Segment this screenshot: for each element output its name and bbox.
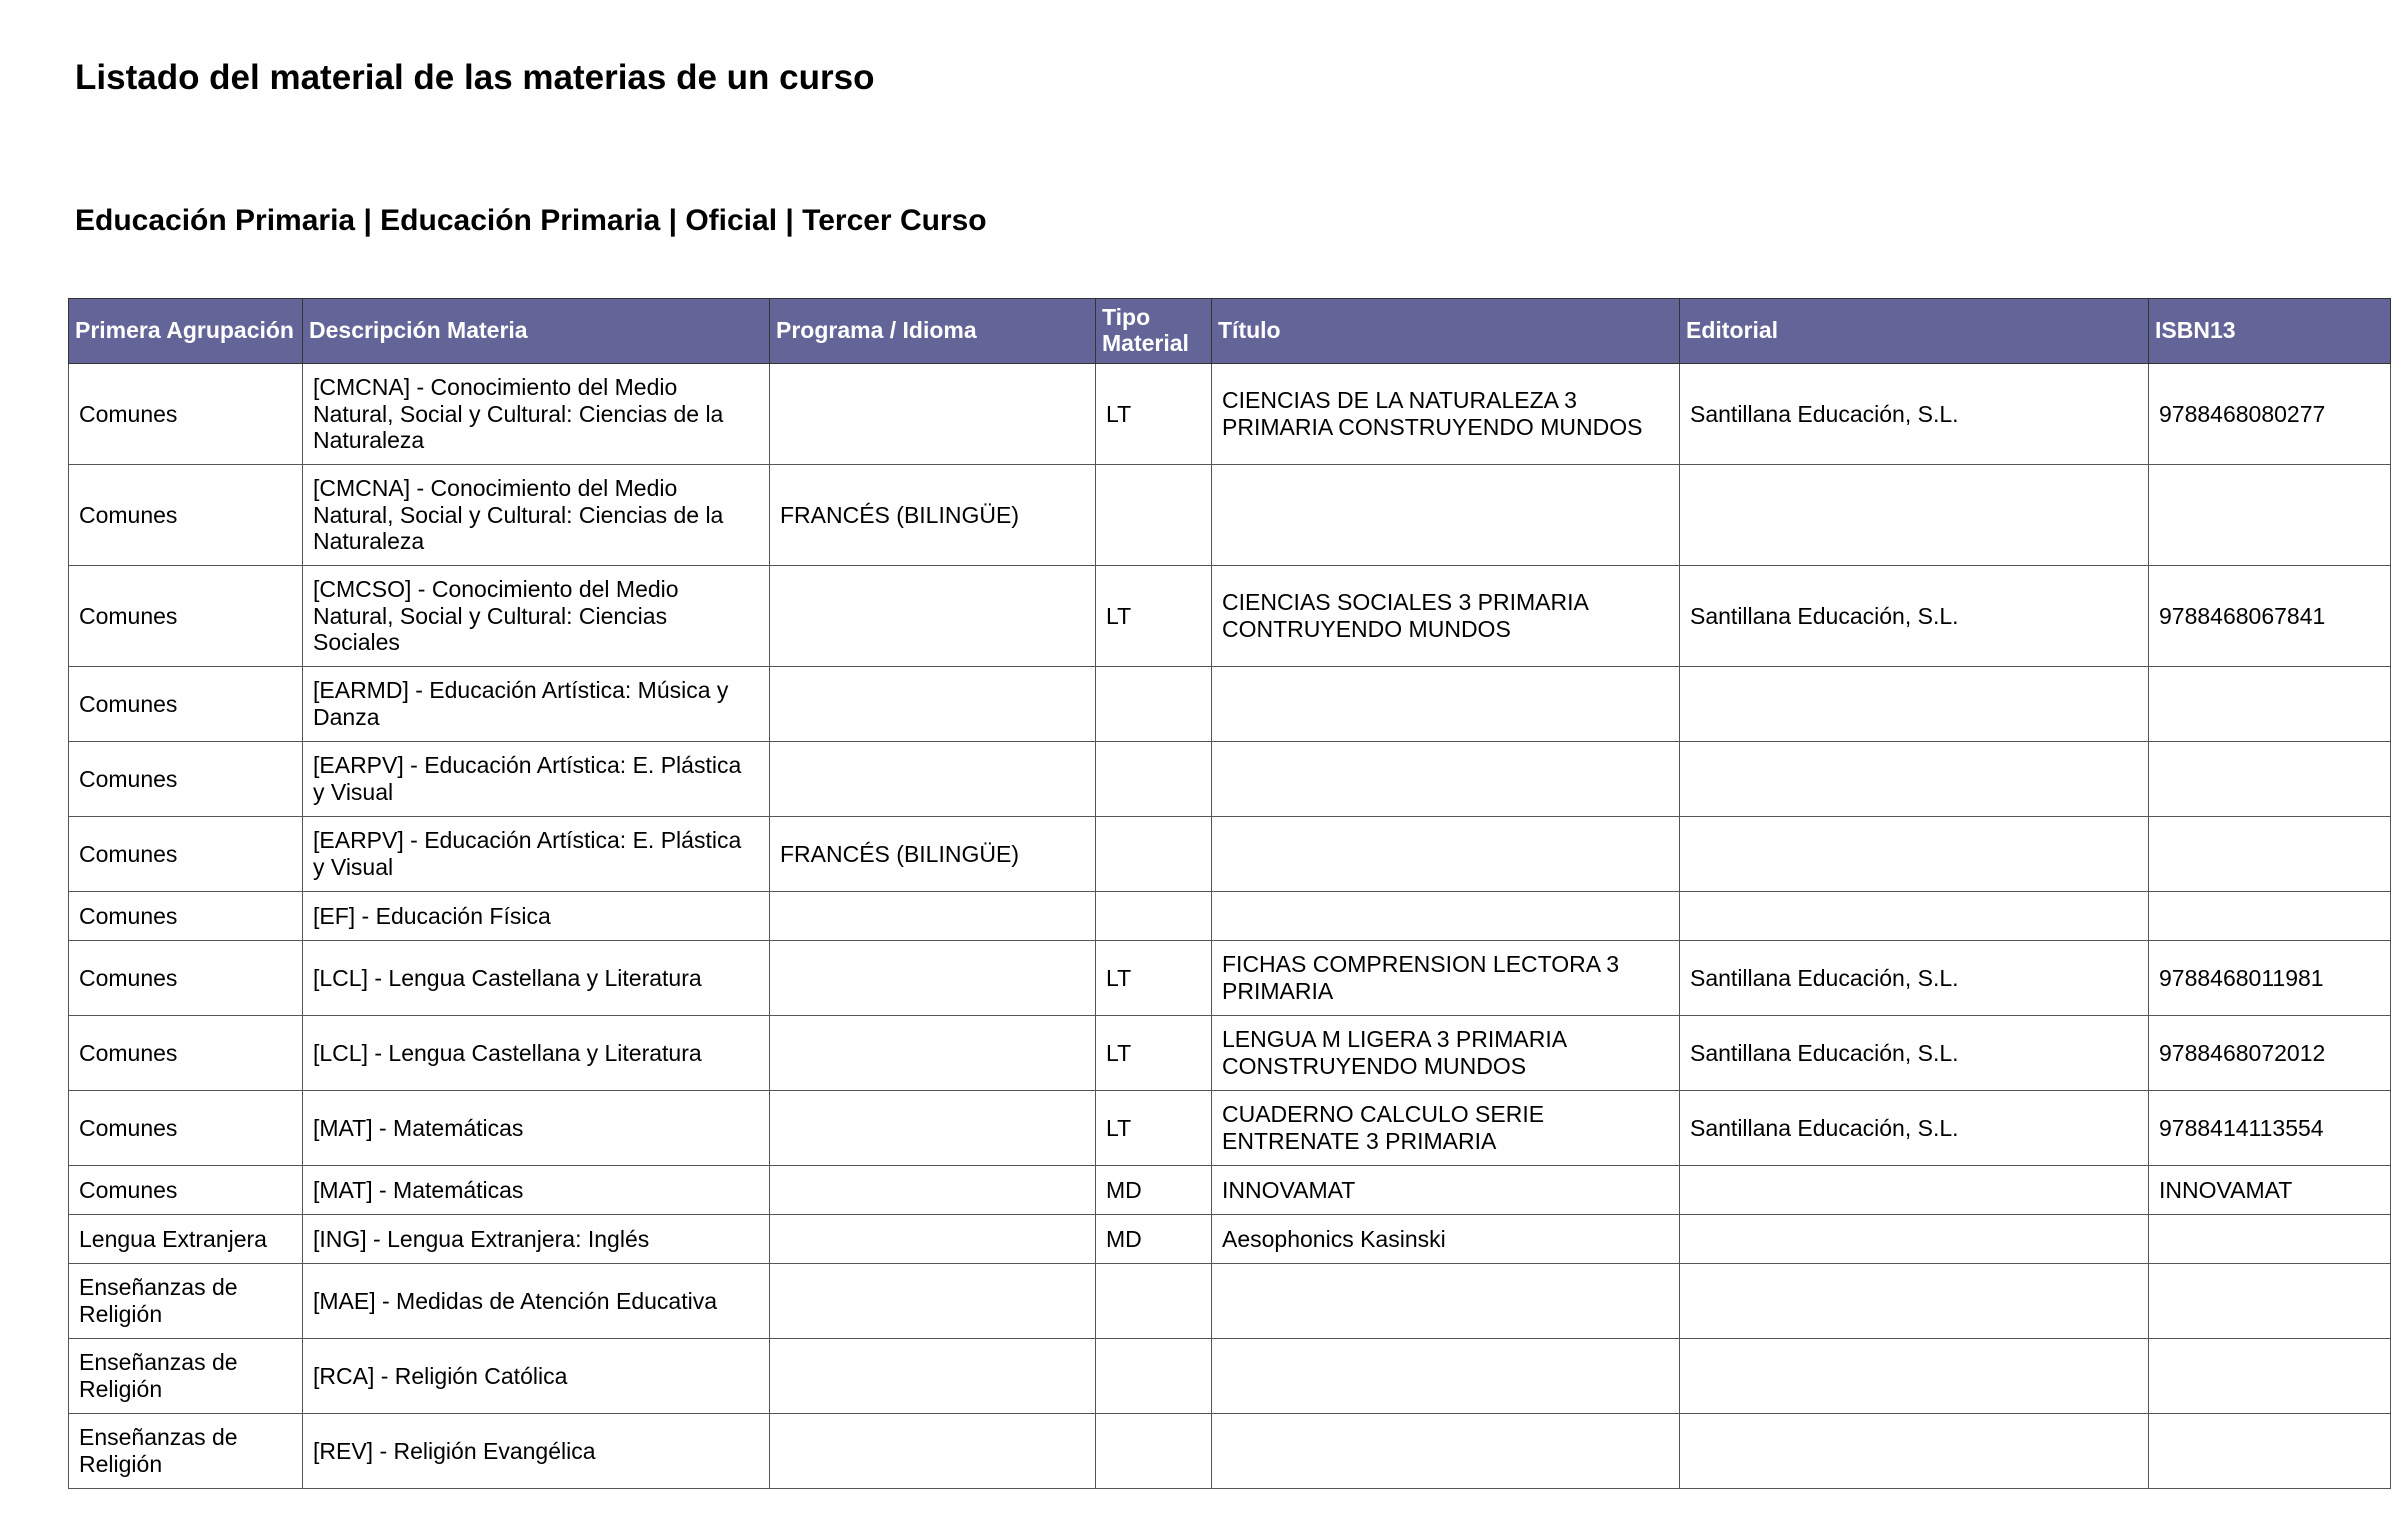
column-header-materia: Descripción Materia [303,299,770,364]
cell-programa [770,1339,1096,1414]
cell-titulo: LENGUA M LIGERA 3 PRIMARIA CONSTRUYENDO MUNDOS [1212,1016,1680,1091]
cell-tipo: LT [1096,941,1212,1016]
table-row [69,1339,2391,1414]
cell-agrupacion: Lengua Extranjera [69,1215,303,1264]
cell-titulo [1212,817,1680,892]
cell-materia: [MAT] - Matemáticas [303,1166,770,1215]
cell-isbn: 9788414113554 [2149,1091,2391,1166]
cell-titulo [1212,465,1680,566]
cell-editorial [1680,1264,2149,1339]
course-subtitle: Educación Primaria | Educación Primaria | Oficial | Tercer Curso [75,204,987,237]
cell-editorial: Santillana Educación, S.L. [1680,1091,2149,1166]
cell-isbn: 9788468011981 [2149,941,2391,1016]
cell-tipo: MD [1096,1215,1212,1264]
cell-materia: [EARMD] - Educación Artística: Música y Danza [303,667,770,742]
cell-titulo [1212,742,1680,817]
cell-tipo: LT [1096,566,1212,667]
cell-programa: FRANCÉS (BILINGÜE) [770,817,1096,892]
cell-tipo [1096,892,1212,941]
cell-isbn [2149,817,2391,892]
table-row [69,1414,2391,1489]
cell-tipo [1096,817,1212,892]
table-row [69,1016,2391,1091]
cell-programa [770,1264,1096,1339]
cell-programa [770,364,1096,465]
cell-editorial: Santillana Educación, S.L. [1680,566,2149,667]
cell-agrupacion: Comunes [69,667,303,742]
column-header-editorial: Editorial [1680,299,2149,364]
cell-programa [770,892,1096,941]
cell-agrupacion: Comunes [69,1166,303,1215]
cell-materia: [CMCNA] - Conocimiento del Medio Natural, Social y Cultural: Ciencias de la Naturaleza [303,364,770,465]
cell-materia: [EARPV] - Educación Artística: E. Plástica y Visual [303,742,770,817]
cell-isbn [2149,742,2391,817]
cell-agrupacion: Comunes [69,817,303,892]
table-body [69,364,2391,1489]
cell-materia: [CMCSO] - Conocimiento del Medio Natural, Social y Cultural: Ciencias Sociales [303,566,770,667]
cell-agrupacion: Comunes [69,1016,303,1091]
page-title: Listado del material de las materias de un curso [75,58,875,97]
cell-isbn [2149,1339,2391,1414]
cell-editorial [1680,1414,2149,1489]
cell-materia: [ING] - Lengua Extranjera: Inglés [303,1215,770,1264]
table-row [69,817,2391,892]
cell-tipo [1096,667,1212,742]
cell-isbn: 9788468067841 [2149,566,2391,667]
cell-materia: [RCA] - Religión Católica [303,1339,770,1414]
cell-titulo [1212,892,1680,941]
cell-editorial [1680,1166,2149,1215]
cell-agrupacion: Enseñanzas de Religión [69,1414,303,1489]
cell-titulo [1212,1339,1680,1414]
cell-isbn [2149,892,2391,941]
cell-editorial [1680,667,2149,742]
cell-programa [770,1091,1096,1166]
cell-programa: FRANCÉS (BILINGÜE) [770,465,1096,566]
cell-programa [770,941,1096,1016]
cell-programa [770,1215,1096,1264]
cell-titulo: CIENCIAS DE LA NATURALEZA 3 PRIMARIA CONSTRUYENDO MUNDOS [1212,364,1680,465]
cell-titulo: INNOVAMAT [1212,1166,1680,1215]
cell-programa [770,1016,1096,1091]
cell-editorial: Santillana Educación, S.L. [1680,364,2149,465]
table-row [69,1166,2391,1215]
cell-titulo [1212,1414,1680,1489]
cell-agrupacion: Comunes [69,742,303,817]
table-row [69,566,2391,667]
cell-titulo: FICHAS COMPRENSION LECTORA 3 PRIMARIA [1212,941,1680,1016]
cell-materia: [LCL] - Lengua Castellana y Literatura [303,941,770,1016]
cell-agrupacion: Comunes [69,892,303,941]
cell-materia: [REV] - Religión Evangélica [303,1414,770,1489]
cell-programa [770,667,1096,742]
cell-titulo: Aesophonics Kasinski [1212,1215,1680,1264]
cell-isbn [2149,667,2391,742]
cell-materia: [MAE] - Medidas de Atención Educativa [303,1264,770,1339]
cell-tipo [1096,1339,1212,1414]
cell-editorial [1680,742,2149,817]
table-row [69,892,2391,941]
cell-editorial: Santillana Educación, S.L. [1680,1016,2149,1091]
cell-isbn: INNOVAMAT [2149,1166,2391,1215]
cell-agrupacion: Comunes [69,566,303,667]
table-row [69,1091,2391,1166]
cell-isbn: 9788468080277 [2149,364,2391,465]
cell-editorial: Santillana Educación, S.L. [1680,941,2149,1016]
cell-editorial [1680,892,2149,941]
column-header-agrupacion: Primera Agrupación [69,299,303,364]
cell-agrupacion: Enseñanzas de Religión [69,1264,303,1339]
cell-isbn [2149,1264,2391,1339]
cell-materia: [LCL] - Lengua Castellana y Literatura [303,1016,770,1091]
column-header-tipo: Tipo Material [1096,299,1212,364]
table-row [69,465,2391,566]
cell-agrupacion: Comunes [69,364,303,465]
cell-tipo [1096,1264,1212,1339]
cell-materia: [CMCNA] - Conocimiento del Medio Natural, Social y Cultural: Ciencias de la Naturaleza [303,465,770,566]
cell-editorial [1680,817,2149,892]
table-row [69,742,2391,817]
cell-programa [770,742,1096,817]
column-header-programa: Programa / Idioma [770,299,1096,364]
cell-titulo: CUADERNO CALCULO SERIE ENTRENATE 3 PRIMARIA [1212,1091,1680,1166]
cell-editorial [1680,465,2149,566]
cell-agrupacion: Comunes [69,465,303,566]
table-row [69,1264,2391,1339]
cell-editorial [1680,1339,2149,1414]
table-row [69,1215,2391,1264]
cell-tipo [1096,742,1212,817]
table-header-row [69,299,2391,364]
cell-programa [770,566,1096,667]
cell-editorial [1680,1215,2149,1264]
cell-tipo [1096,1414,1212,1489]
column-header-isbn: ISBN13 [2149,299,2391,364]
table-row [69,941,2391,1016]
cell-isbn [2149,1414,2391,1489]
cell-titulo [1212,667,1680,742]
table-row [69,364,2391,465]
cell-titulo: CIENCIAS SOCIALES 3 PRIMARIA CONTRUYENDO MUNDOS [1212,566,1680,667]
cell-tipo: MD [1096,1166,1212,1215]
cell-titulo [1212,1264,1680,1339]
table-row [69,667,2391,742]
cell-isbn [2149,1215,2391,1264]
materials-table [68,298,2391,1489]
cell-agrupacion: Enseñanzas de Religión [69,1339,303,1414]
cell-tipo: LT [1096,1016,1212,1091]
cell-materia: [EF] - Educación Física [303,892,770,941]
cell-programa [770,1414,1096,1489]
cell-materia: [EARPV] - Educación Artística: E. Plástica y Visual [303,817,770,892]
cell-tipo: LT [1096,1091,1212,1166]
cell-tipo [1096,465,1212,566]
cell-isbn [2149,465,2391,566]
cell-programa [770,1166,1096,1215]
cell-tipo: LT [1096,364,1212,465]
cell-agrupacion: Comunes [69,941,303,1016]
cell-isbn: 9788468072012 [2149,1016,2391,1091]
cell-agrupacion: Comunes [69,1091,303,1166]
cell-materia: [MAT] - Matemáticas [303,1091,770,1166]
column-header-titulo: Título [1212,299,1680,364]
